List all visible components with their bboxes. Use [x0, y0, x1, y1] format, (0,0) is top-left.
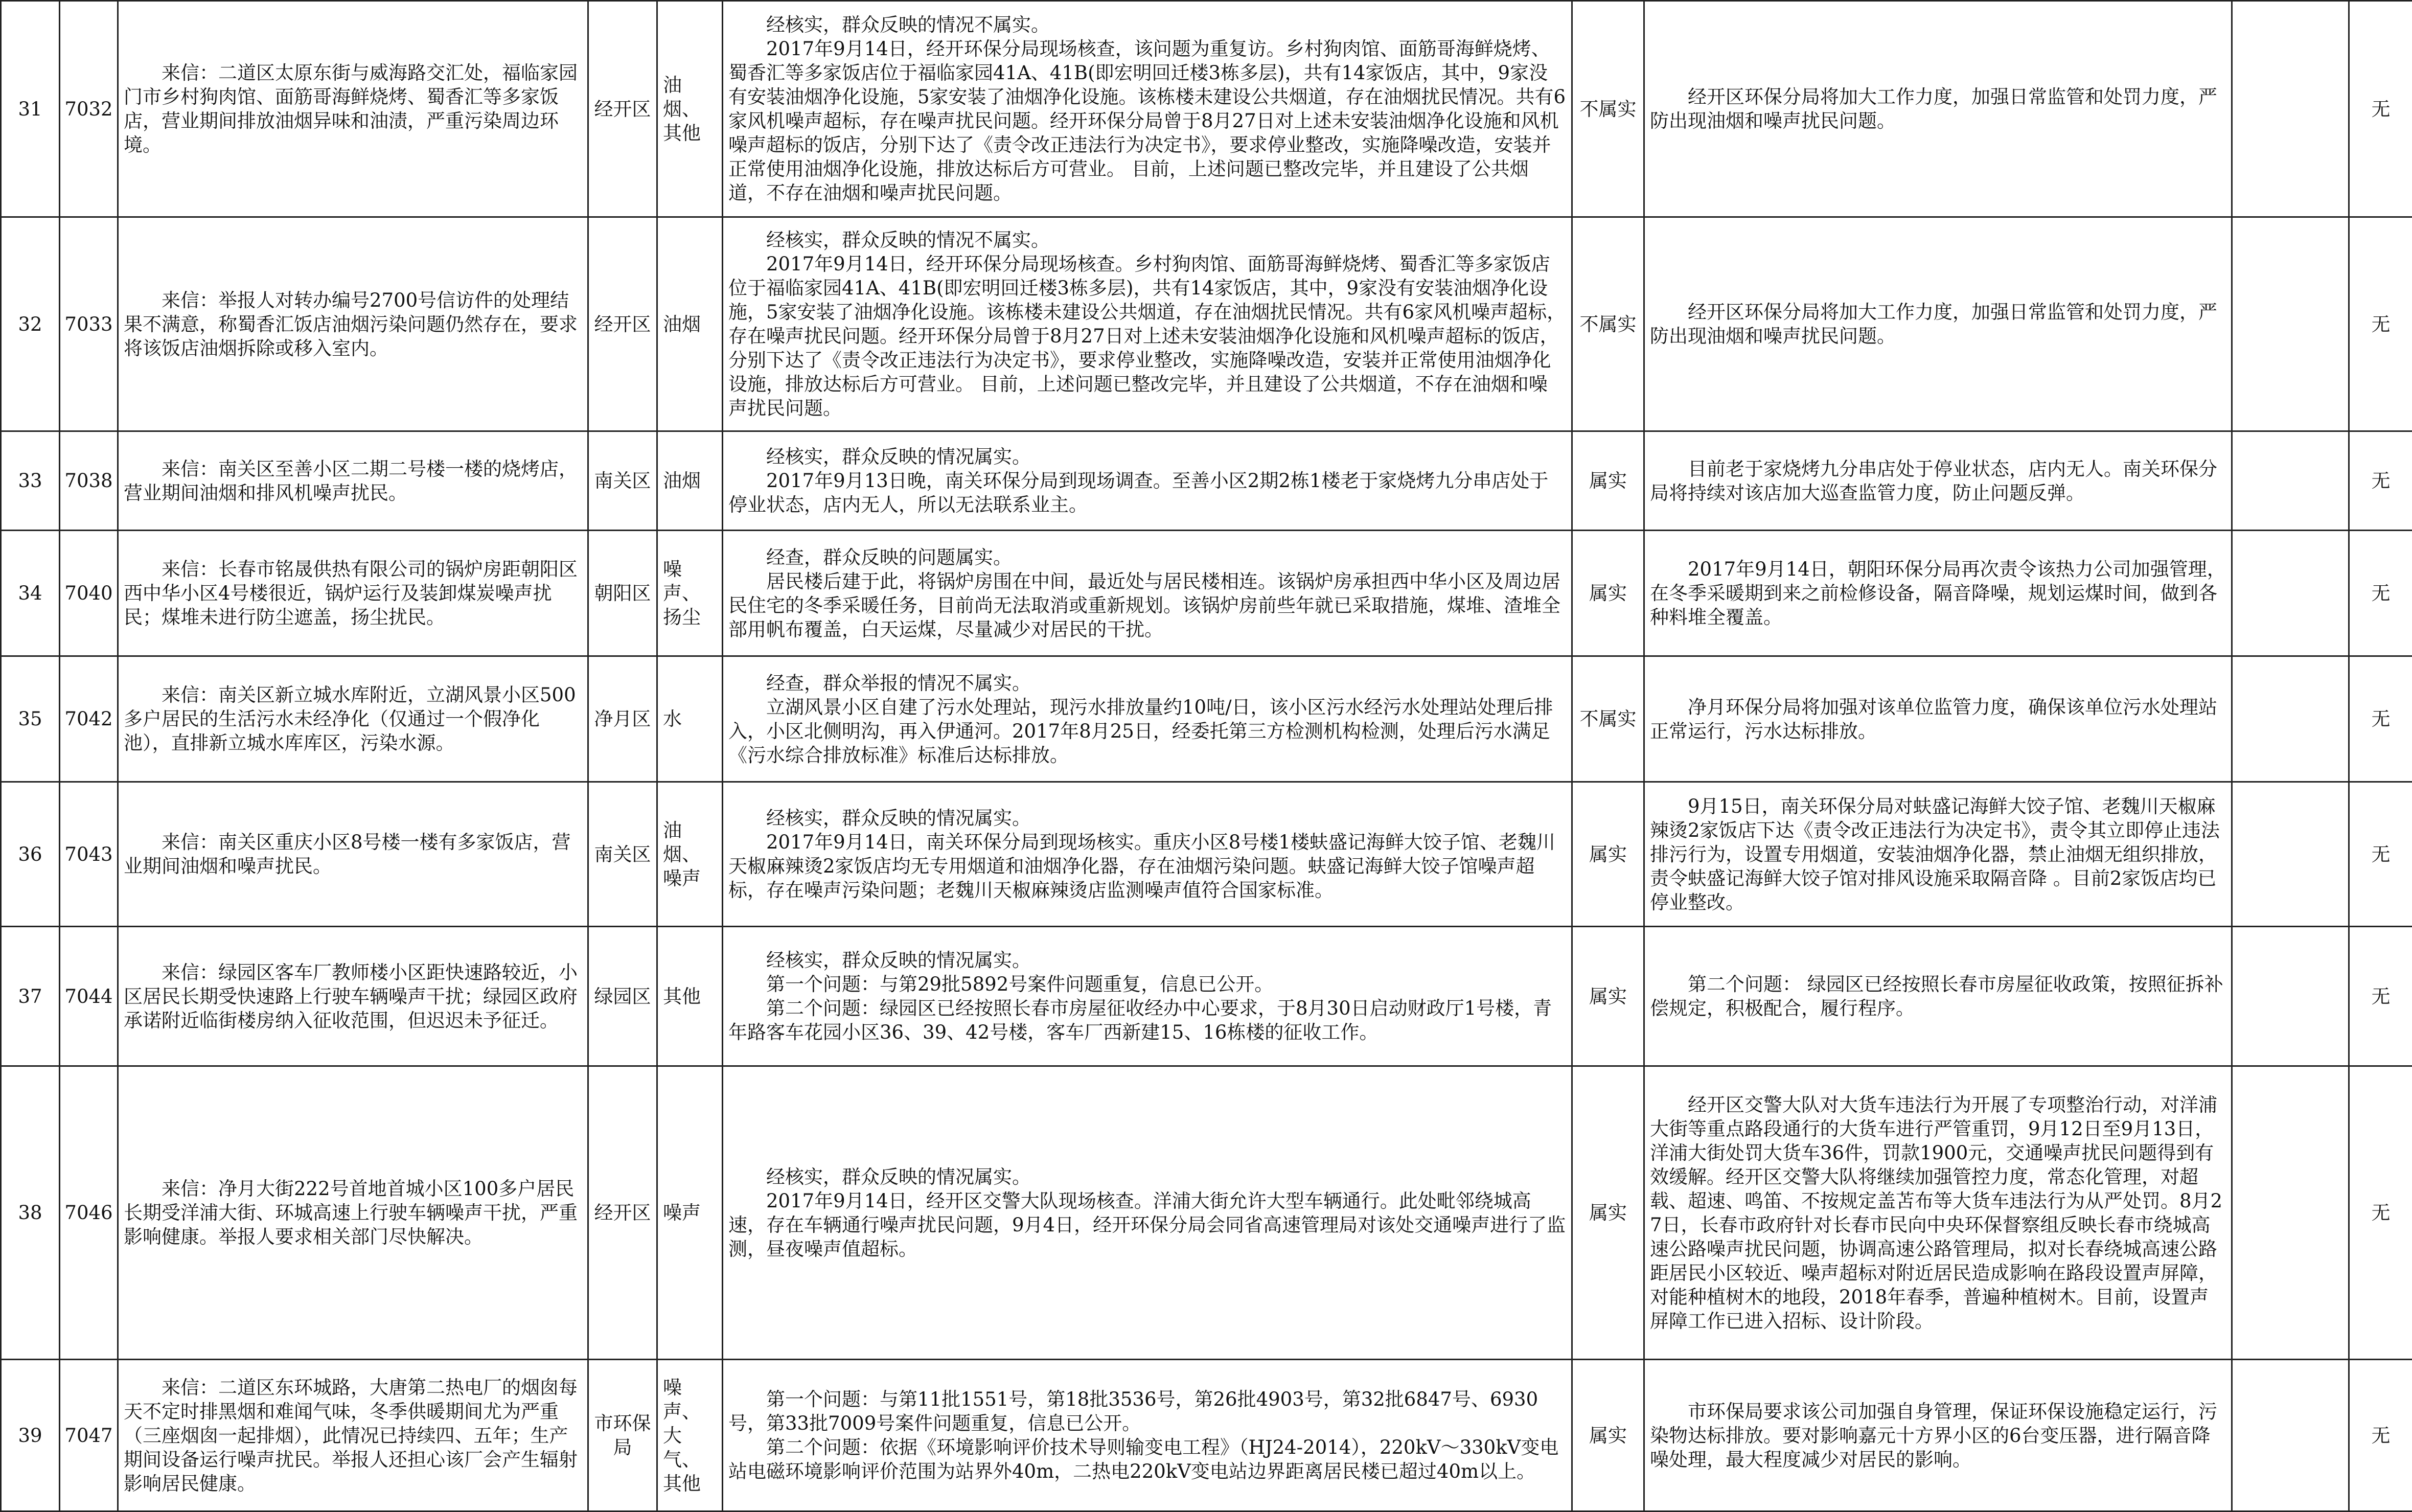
findings-paragraph: 经核实，群众反映的情况属实。: [728, 445, 1566, 469]
empty-cell: [2232, 1, 2349, 217]
verdict-cell: 不属实: [1572, 1, 1644, 217]
findings-cell: [723, 1066, 1572, 1360]
findings-paragraph: 2017年9月14日，经开环保分局现场核查，该问题为重复访。乡村狗肉馆、面筋哥海鲜烧烤、蜀香汇等多家饭店位于福临家园41A、41B(即宏明回迁楼3栋多层)，共有14家饭店，其中，9家没有安装油烟净化设施，5家安装了油烟净化设施。该栋楼未建设公共烟道，存在油烟扰民情况。共有6家风机噪声超标，存在噪声扰民问题。经开环保分局曾于8月27日对上述未安装油烟净化设施和风机噪声超标的饭店，分别下达了《责令改正违法行为决定书》，要求停业整改，实施降噪改造，安装并正常使用油烟净化设施，排放达标后方可营业。 目前，上述问题已整改完毕，并且建设了公共烟道，不存在油烟和噪声扰民问题。: [728, 37, 1566, 205]
district-cell: 经开区: [588, 1, 657, 217]
complaint-cell: 来信：南关区至善小区二期二号楼一楼的烧烤店，营业期间油烟和排风机噪声扰民。: [118, 431, 588, 531]
findings-paragraph: 第一个问题：与第29批5892号案件问题重复，信息已公开。: [728, 972, 1566, 996]
findings-cell: [723, 782, 1572, 927]
table-row: [1, 1066, 2412, 1360]
findings-paragraph: 经查，群众反映的问题属实。: [728, 545, 1566, 569]
table-body: [1, 1, 2412, 1511]
table-row: [1, 1360, 2412, 1511]
findings-paragraph: 2017年9月13日晚，南关环保分局到现场调查。至善小区2期2栋1楼老于家烧烤九分串店处于停业状态，店内无人，所以无法联系业主。: [728, 469, 1566, 517]
row-number-cell: 35: [1, 656, 60, 782]
complaint-cell: 来信：绿园区客车厂教师楼小区距快速路较近，小区居民长期受快速路上行驶车辆噪声干扰；绿园区政府承诺附近临街楼房纳入征收范围，但迟迟未予征迁。: [118, 927, 588, 1066]
accountability-cell: 无: [2349, 656, 2412, 782]
complaint-cell: 来信：二道区太原东街与威海路交汇处，福临家园门市乡村狗肉馆、面筋哥海鲜烧烤、蜀香汇等多家饭店，营业期间排放油烟异味和油渍，严重污染周边环境。: [118, 1, 588, 217]
verdict-cell: 属实: [1572, 1066, 1644, 1360]
findings-paragraph: 第二个问题：依据《环境影响评价技术导则输变电工程》（HJ24-2014），220kV～330kV变电站电磁环境影响评价范围为站界外40m，二热电220kV变电站边界距离居民楼已超过40m以上。: [728, 1435, 1566, 1483]
district-cell: 经开区: [588, 1066, 657, 1360]
pollution-type-cell: 其他: [657, 927, 723, 1066]
handling-cell: 市环保局要求该公司加强自身管理，保证环保设施稳定运行，污染物达标排放。要对影响嘉元十方界小区的6台变压器，进行隔音降噪处理，最大程度减少对居民的影响。: [1644, 1360, 2232, 1511]
row-number-cell: 34: [1, 531, 60, 656]
case-id-cell: 7038: [60, 431, 118, 531]
district-cell: 经开区: [588, 217, 657, 431]
case-id-cell: 7046: [60, 1066, 118, 1360]
row-number-cell: 37: [1, 927, 60, 1066]
handling-cell: 目前老于家烧烤九分串店处于停业状态，店内无人。南关环保分局将持续对该店加大巡查监管力度，防止问题反弹。: [1644, 431, 2232, 531]
pollution-type-cell: 水: [657, 656, 723, 782]
findings-paragraph: 第二个问题：绿园区已经按照长春市房屋征收经办中心要求，于8月30日启动财政厅1号楼，青年路客车花园小区36、39、42号楼，客车厂西新建15、16栋楼的征收工作。: [728, 996, 1566, 1044]
complaint-cell: 来信：净月大街222号首地首城小区100多户居民长期受洋浦大街、环城高速上行驶车辆噪声干扰，严重影响健康。举报人要求相关部门尽快解决。: [118, 1066, 588, 1360]
handling-cell: 经开区交警大队对大货车违法行为开展了专项整治行动，对洋浦大街等重点路段通行的大货车进行严管重罚，9月12日至9月13日，洋浦大街处罚大货车36件，罚款1900元，交通噪声扰民问题得到有效缓解。经开区交警大队将继续加强管控力度，常态化管理，对超载、超速、鸣笛、不按规定盖苫布等大货车违法行为从严处罚。8月27日，长春市政府针对长春市民向中央环保督察组反映长春市绕城高速公路噪声扰民问题，协调高速公路管理局，拟对长春绕城高速公路距居民小区较近、噪声超标对附近居民造成影响在路段设置声屏障，对能种植树木的地段，2018年春季，普遍种植树木。目前，设置声屏障工作已进入招标、设计阶段。: [1644, 1066, 2232, 1360]
district-cell: 市环保局: [588, 1360, 657, 1511]
verdict-cell: 属实: [1572, 927, 1644, 1066]
pollution-type-cell: 噪声、大气、其他: [657, 1360, 723, 1511]
empty-cell: [2232, 1066, 2349, 1360]
handling-cell: 2017年9月14日，朝阳环保分局再次责令该热力公司加强管理，在冬季采暖期到来之前检修设备，隔音降噪，规划运煤时间，做到各种料堆全覆盖。: [1644, 531, 2232, 656]
findings-paragraph: 经核实，群众反映的情况属实。: [728, 948, 1566, 972]
empty-cell: [2232, 656, 2349, 782]
findings-cell: [723, 656, 1572, 782]
district-cell: 绿园区: [588, 927, 657, 1066]
table-row: [1, 431, 2412, 531]
pollution-type-cell: 油烟、噪声: [657, 782, 723, 927]
row-number-cell: 31: [1, 1, 60, 217]
empty-cell: [2232, 927, 2349, 1066]
handling-cell: 第二个问题： 绿园区已经按照长春市房屋征收政策，按照征拆补偿规定，积极配合，履行程序。: [1644, 927, 2232, 1066]
complaint-cell: 来信：南关区重庆小区8号楼一楼有多家饭店，营业期间油烟和噪声扰民。: [118, 782, 588, 927]
handling-cell: 净月环保分局将加强对该单位监管力度，确保该单位污水处理站正常运行，污水达标排放。: [1644, 656, 2232, 782]
empty-cell: [2232, 431, 2349, 531]
case-id-cell: 7040: [60, 531, 118, 656]
handling-cell: 经开区环保分局将加大工作力度，加强日常监管和处罚力度，严防出现油烟和噪声扰民问题。: [1644, 1, 2232, 217]
handling-cell: 9月15日，南关环保分局对蚨盛记海鲜大饺子馆、老魏川天椒麻辣烫2家饭店下达《责令改正违法行为决定书》，责令其立即停止违法排污行为，设置专用烟道，安装油烟净化器，禁止油烟无组织排放，责令蚨盛记海鲜大饺子馆对排风设施采取隔音降 。目前2家饭店均已停业整改。: [1644, 782, 2232, 927]
row-number-cell: 38: [1, 1066, 60, 1360]
verdict-cell: 属实: [1572, 531, 1644, 656]
table-row: [1, 656, 2412, 782]
findings-paragraph: 第一个问题：与第11批1551号，第18批3536号，第26批4903号，第32批6847号、6930号，第33批7009号案件问题重复，信息已公开。: [728, 1387, 1566, 1435]
row-number-cell: 32: [1, 217, 60, 431]
case-id-cell: 7033: [60, 217, 118, 431]
complaint-cell: 来信：长春市铭晟供热有限公司的锅炉房距朝阳区西中华小区4号楼很近，锅炉运行及装卸煤炭噪声扰民；煤堆未进行防尘遮盖，扬尘扰民。: [118, 531, 588, 656]
table-row: [1, 217, 2412, 431]
complaint-cell: 来信：南关区新立城水库附近，立湖风景小区500多户居民的生活污水未经净化（仅通过一个假净化池），直排新立城水库库区，污染水源。: [118, 656, 588, 782]
findings-paragraph: 2017年9月14日，南关环保分局到现场核实。重庆小区8号楼1楼蚨盛记海鲜大饺子馆、老魏川天椒麻辣烫2家饭店均无专用烟道和油烟净化器，存在油烟污染问题。蚨盛记海鲜大饺子馆噪声超标，存在噪声污染问题；老魏川天椒麻辣烫店监测噪声值符合国家标准。: [728, 830, 1566, 902]
table-row: [1, 927, 2412, 1066]
case-id-cell: 7047: [60, 1360, 118, 1511]
accountability-cell: 无: [2349, 927, 2412, 1066]
accountability-cell: 无: [2349, 1066, 2412, 1360]
findings-cell: [723, 1, 1572, 217]
case-id-cell: 7032: [60, 1, 118, 217]
findings-cell: [723, 431, 1572, 531]
district-cell: 净月区: [588, 656, 657, 782]
handling-cell: 经开区环保分局将加大工作力度，加强日常监管和处罚力度，严防出现油烟和噪声扰民问题。: [1644, 217, 2232, 431]
findings-paragraph: 居民楼后建于此，将锅炉房围在中间，最近处与居民楼相连。该锅炉房承担西中华小区及周边居民住宅的冬季采暖任务，目前尚无法取消或重新规划。该锅炉房前些年就已采取措施，煤堆、渣堆全部用帆布覆盖，白天运煤，尽量减少对居民的干扰。: [728, 569, 1566, 642]
findings-paragraph: 经查，群众举报的情况不属实。: [728, 671, 1566, 695]
row-number-cell: 36: [1, 782, 60, 927]
accountability-cell: 无: [2349, 217, 2412, 431]
findings-cell: [723, 531, 1572, 656]
findings-paragraph: 经核实，群众反映的情况属实。: [728, 1165, 1566, 1189]
findings-paragraph: 经核实，群众反映的情况不属实。: [728, 228, 1566, 252]
table-row: [1, 531, 2412, 656]
complaint-cell: 来信：二道区东环城路，大唐第二热电厂的烟囱每天不定时排黑烟和难闻气味，冬季供暖期间尤为严重（三座烟囱一起排烟），此情况已持续四、五年；生产期间设备运行噪声扰民。举报人还担心该厂会产生辐射影响居民健康。: [118, 1360, 588, 1511]
table-row: [1, 782, 2412, 927]
findings-cell: [723, 217, 1572, 431]
case-id-cell: 7042: [60, 656, 118, 782]
accountability-cell: 无: [2349, 431, 2412, 531]
verdict-cell: 属实: [1572, 431, 1644, 531]
findings-paragraph: 经核实，群众反映的情况属实。: [728, 806, 1566, 830]
pollution-type-cell: 油烟: [657, 431, 723, 531]
findings-paragraph: 立湖风景小区自建了污水处理站，现污水排放量约10吨/日，该小区污水经污水处理站处理后排入，小区北侧明沟，再入伊通河。2017年8月25日，经委托第三方检测机构检测，处理后污水满足《污水综合排放标准》标准后达标排放。: [728, 695, 1566, 767]
verdict-cell: 不属实: [1572, 656, 1644, 782]
row-number-cell: 33: [1, 431, 60, 531]
empty-cell: [2232, 782, 2349, 927]
accountability-cell: 无: [2349, 531, 2412, 656]
verdict-cell: 属实: [1572, 782, 1644, 927]
accountability-cell: 无: [2349, 1, 2412, 217]
findings-paragraph: 经核实，群众反映的情况不属实。: [728, 13, 1566, 37]
district-cell: 南关区: [588, 782, 657, 927]
findings-cell: [723, 927, 1572, 1066]
case-id-cell: 7043: [60, 782, 118, 927]
pollution-type-cell: 油烟: [657, 217, 723, 431]
empty-cell: [2232, 531, 2349, 656]
district-cell: 南关区: [588, 431, 657, 531]
complaint-cell: 来信：举报人对转办编号2700号信访件的处理结果不满意，称蜀香汇饭店油烟污染问题仍然存在，要求将该饭店油烟拆除或移入室内。: [118, 217, 588, 431]
pollution-type-cell: 油烟、其他: [657, 1, 723, 217]
findings-cell: [723, 1360, 1572, 1511]
findings-paragraph: 2017年9月14日，经开环保分局现场核查。乡村狗肉馆、面筋哥海鲜烧烤、蜀香汇等多家饭店位于福临家园41A、41B(即宏明回迁楼3栋多层)，共有14家饭店，其中，9家没有安装油烟净化设施，5家安装了油烟净化设施。该栋楼未建设公共烟道，存在油烟扰民情况。共有6家风机噪声超标，存在噪声扰民问题。经开环保分局曾于8月27日对上述未安装油烟净化设施和风机噪声超标的饭店，分别下达了《责令改正违法行为决定书》，要求停业整改，实施降噪改造，安装并正常使用油烟净化设施，排放达标后方可营业。 目前，上述问题已整改完毕，并且建设了公共烟道，不存在油烟和噪声扰民问题。: [728, 252, 1566, 420]
case-id-cell: 7044: [60, 927, 118, 1066]
findings-paragraph: 2017年9月14日，经开区交警大队现场核查。洋浦大街允许大型车辆通行。此处毗邻绕城高速，存在车辆通行噪声扰民问题，9月4日，经开环保分局会同省高速管理局对该处交通噪声进行了监测，昼夜噪声值超标。: [728, 1189, 1566, 1261]
empty-cell: [2232, 1360, 2349, 1511]
row-number-cell: 39: [1, 1360, 60, 1511]
verdict-cell: 不属实: [1572, 217, 1644, 431]
empty-cell: [2232, 217, 2349, 431]
pollution-type-cell: 噪声: [657, 1066, 723, 1360]
table-row: [1, 1, 2412, 217]
pollution-type-cell: 噪声、扬尘: [657, 531, 723, 656]
district-cell: 朝阳区: [588, 531, 657, 656]
accountability-cell: 无: [2349, 782, 2412, 927]
verdict-cell: 属实: [1572, 1360, 1644, 1511]
accountability-cell: 无: [2349, 1360, 2412, 1511]
